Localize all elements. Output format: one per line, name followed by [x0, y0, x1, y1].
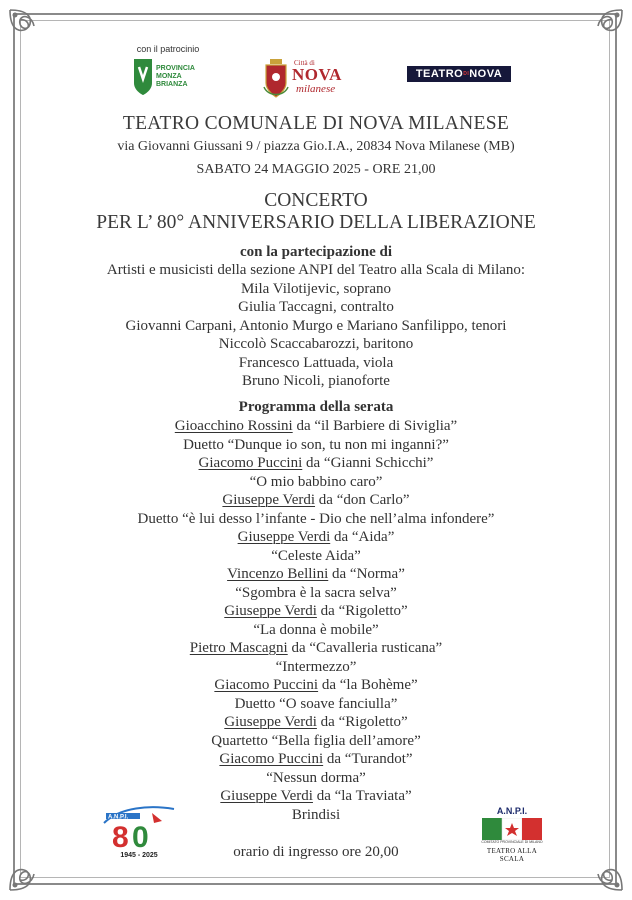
performer-item: Giulia Taccagni, contralto — [238, 299, 394, 316]
anpi-80-logo — [100, 803, 178, 861]
anpi-right-scala: TEATRO ALLA SCALA — [486, 847, 538, 863]
composer-name: Giuseppe Verdi — [220, 788, 313, 804]
milanese-label: milanese — [296, 83, 336, 95]
corner-ornament-icon — [566, 6, 626, 66]
piece-title: Duetto “è lui desso l’infante - Dio che nell’alma infondere” — [137, 510, 495, 527]
teatro-di-nova-logo — [407, 66, 511, 82]
composer-name: Giacomo Puccini — [198, 455, 303, 471]
program-heading: Programma della serata — [238, 399, 394, 415]
piece-title: “Sgombra è la sacra selva” — [235, 584, 397, 601]
performers-list — [0, 280, 632, 390]
piece-title: Duetto “Dunque io son, tu non mi inganni?” — [183, 436, 449, 453]
program-item — [0, 750, 632, 787]
composer-name: Giuseppe Verdi — [222, 492, 316, 508]
event-title-line1: CONCERTO — [264, 190, 368, 211]
opera-title: da “la Traviata” — [312, 788, 412, 804]
opera-title: da “il Barbiere di Siviglia” — [292, 418, 458, 434]
teatro-nova-word: NOVA — [469, 68, 503, 80]
performer-item: Bruno Nicoli, pianoforte — [242, 373, 390, 390]
piece-title: Quartetto “Bella figlia dell’amore” — [211, 732, 421, 749]
opera-title: da “la Bohème” — [318, 677, 418, 693]
anpi80-years: 1945 - 2025 — [120, 852, 158, 859]
piece-title: Brindisi — [291, 806, 341, 823]
event-datetime: SABATO 24 MAGGIO 2025 - ORE 21,00 — [196, 162, 436, 177]
piece-title: “Intermezzo” — [275, 658, 357, 675]
svg-text:8: 8 — [112, 821, 129, 853]
nova-label: NOVA — [292, 65, 342, 84]
program-item — [0, 528, 632, 565]
opera-title: da “Aida” — [330, 529, 395, 545]
piece-title: “O mio babbino caro” — [249, 473, 383, 490]
provincia-emblem-icon — [132, 57, 154, 97]
piece-title: Duetto “O soave fanciulla” — [234, 695, 398, 712]
monza-line: MONZA — [156, 73, 182, 80]
piece-title: “La donna è mobile” — [253, 621, 379, 638]
teatro-word: TEATRO — [415, 68, 464, 80]
program-item — [0, 454, 632, 491]
program-item — [0, 602, 632, 639]
opera-title: da “Cavalleria rusticana” — [287, 640, 443, 656]
composer-name: Gioacchino Rossini — [174, 418, 293, 434]
teatro-di-word: DI — [463, 71, 470, 78]
patronage-label: con il patrocinio — [136, 44, 200, 54]
program-item — [0, 417, 632, 454]
composer-name: Giacomo Puccini — [214, 677, 319, 693]
provincia-monza-brianza-logo — [132, 57, 212, 99]
piece-title: “Celeste Aida” — [271, 547, 361, 564]
opera-title: da “Gianni Schicchi” — [302, 455, 434, 471]
anpi80-mark: A.N.P.I. — [108, 814, 129, 821]
anpi-scala-logo — [474, 806, 550, 862]
corner-ornament-icon — [6, 834, 66, 894]
corner-ornament-icon — [6, 6, 66, 66]
anpi-right-tag: A.N.P.I. — [496, 806, 528, 816]
composer-name: Vincenzo Bellini — [227, 566, 329, 582]
anpi-80-emblem-icon — [100, 803, 178, 853]
event-title-line2: PER L’ 80° ANNIVERSARIO DELLA LIBERAZIONE — [96, 212, 536, 233]
program-item — [0, 639, 632, 676]
coat-of-arms-icon — [262, 57, 290, 101]
program-item — [0, 676, 632, 713]
opera-title: da “don Carlo” — [315, 492, 410, 508]
performer-item: Giovanni Carpani, Antonio Murgo e Mariano Sanfilippo, tenori — [125, 317, 507, 334]
composer-name: Giuseppe Verdi — [237, 529, 331, 545]
venue-address: via Giovanni Giussani 9 / piazza Gio.I.A., 20834 Nova Milanese (MB) — [117, 139, 515, 154]
composer-name: Giuseppe Verdi — [224, 714, 317, 730]
svg-text:0: 0 — [132, 821, 149, 853]
performer-item: Mila Vilotijevic, soprano — [240, 281, 392, 297]
opera-title: da “Turandot” — [323, 751, 413, 767]
brianza-line: BRIANZA — [156, 81, 188, 88]
anpi-right-small: COMITATO PROVINCIALE DI MILANO — [481, 840, 543, 844]
program-item — [0, 713, 632, 750]
opera-title: da “Norma” — [328, 566, 405, 582]
corner-ornament-icon — [566, 834, 626, 894]
venue-title: TEATRO COMUNALE DI NOVA MILANESE — [122, 113, 510, 134]
program-list — [0, 417, 632, 824]
performer-item: Niccolò Scaccabarozzi, baritono — [218, 336, 414, 353]
opera-title: da “Rigoletto” — [316, 603, 408, 619]
citta-nova-milanese-logo — [262, 57, 352, 105]
composer-name: Giuseppe Verdi — [224, 603, 317, 619]
participation-intro: Artisti e musicisti della sezione ANPI del Teatro alla Scala di Milano: — [106, 262, 526, 278]
entry-time: orario di ingresso ore 20,00 — [233, 844, 399, 860]
opera-title: da “Rigoletto” — [316, 714, 408, 730]
provincia-line: PROVINCIA — [156, 65, 195, 72]
performer-item: Francesco Lattuada, viola — [238, 354, 394, 371]
participation-heading: con la partecipazione di — [239, 244, 393, 260]
program-item — [0, 491, 632, 528]
anpi-flag-icon — [482, 818, 542, 840]
piece-title: “Nessun dorma” — [266, 769, 366, 786]
program-item — [0, 565, 632, 602]
composer-name: Pietro Mascagni — [189, 640, 288, 656]
composer-name: Giacomo Puccini — [219, 751, 324, 767]
citta-di-label: Città di — [294, 59, 315, 67]
